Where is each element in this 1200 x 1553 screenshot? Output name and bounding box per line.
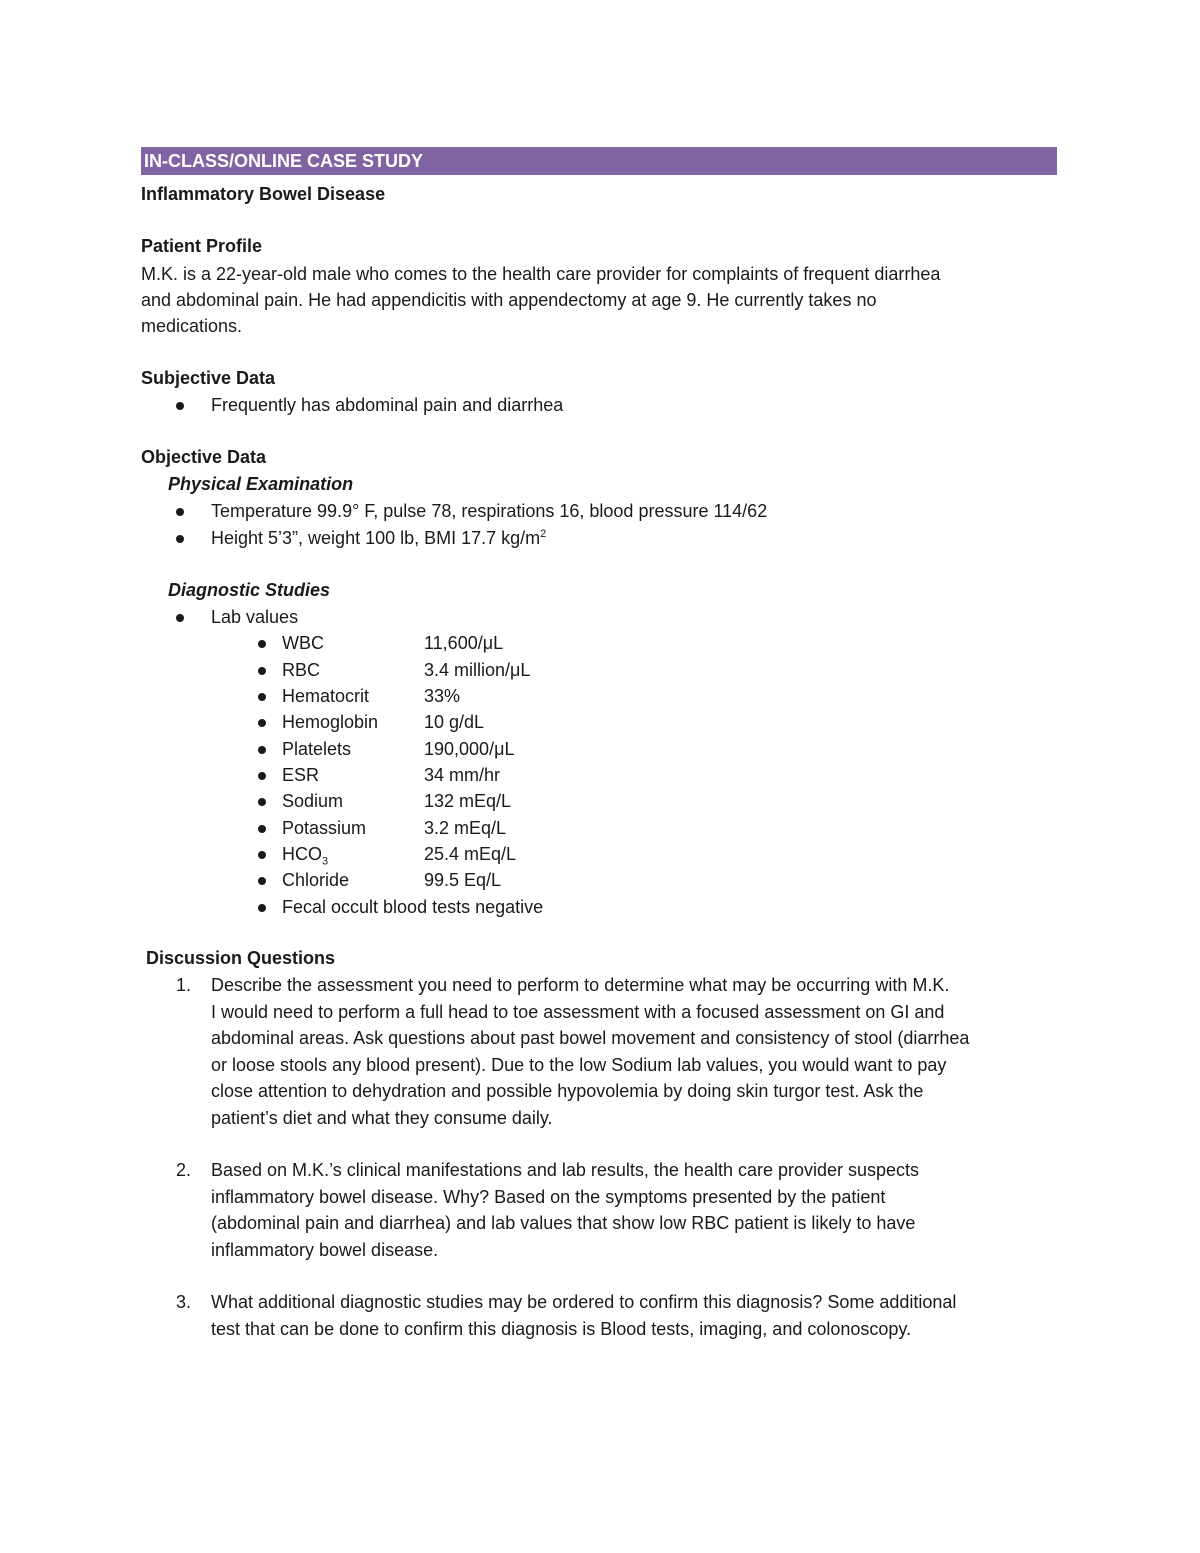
lab-value: 132 mEq/L bbox=[424, 791, 512, 811]
lab-name: ESR bbox=[282, 765, 320, 785]
patient-profile-line: and abdominal pain. He had appendicitis with appendectomy at age 9. He currently takes no bbox=[141, 290, 877, 310]
lab-name: Chloride bbox=[282, 870, 350, 890]
patient-profile-heading: Patient Profile bbox=[141, 236, 263, 256]
lab-name: Sodium bbox=[282, 791, 344, 811]
lab-value: 10 g/dL bbox=[424, 712, 485, 732]
bullet-icon bbox=[176, 535, 184, 543]
document-title: Inflammatory Bowel Disease bbox=[141, 184, 386, 204]
physical-exam-heading: Physical Examination bbox=[168, 474, 354, 494]
answer-line: close attention to dehydration and possible hypovolemia by doing skin turgor test. Ask the bbox=[211, 1081, 924, 1101]
lab-value: 99.5 Eq/L bbox=[424, 870, 502, 890]
physical-exam-item bbox=[211, 525, 546, 551]
diagnostic-studies-heading: Diagnostic Studies bbox=[168, 580, 331, 600]
answer-line: patient’s diet and what they consume daily. bbox=[211, 1108, 553, 1128]
subjective-heading: Subjective Data bbox=[141, 368, 276, 388]
hco-subscript: 3 bbox=[322, 855, 329, 868]
bmi-superscript: 2 bbox=[540, 528, 547, 540]
bullet-icon bbox=[258, 825, 266, 833]
bullet-icon bbox=[176, 402, 184, 410]
answer-line: test that can be done to confirm this diagnosis is Blood tests, imaging, and colonoscopy. bbox=[211, 1319, 912, 1339]
hco-text: HCO bbox=[282, 844, 322, 864]
bmi-text: Height 5’3”, weight 100 lb, BMI 17.7 kg/m bbox=[211, 528, 541, 548]
bullet-icon bbox=[258, 798, 266, 806]
bullet-icon bbox=[258, 746, 266, 754]
lab-value: 190,000/μL bbox=[424, 739, 515, 759]
bullet-icon bbox=[258, 772, 266, 780]
physical-exam-item: Temperature 99.9° F, pulse 78, respirations 16, blood pressure 114/62 bbox=[211, 501, 768, 521]
bullet-icon bbox=[258, 719, 266, 727]
bullet-icon bbox=[258, 640, 266, 648]
lab-value: 11,600/μL bbox=[424, 633, 504, 653]
question-number: 1. bbox=[176, 975, 192, 995]
question-line: Based on M.K.’s clinical manifestations and lab results, the health care provider suspects bbox=[211, 1160, 920, 1180]
bullet-icon bbox=[258, 904, 266, 912]
answer-line: abdominal areas. Ask questions about past bowel movement and consistency of stool (diarrhea bbox=[211, 1028, 970, 1048]
answer-line: or loose stools any blood present). Due to the low Sodium lab values, you would want to pay bbox=[211, 1055, 947, 1075]
lab-name: RBC bbox=[282, 660, 321, 680]
bullet-icon bbox=[258, 877, 266, 885]
answer-line: (abdominal pain and diarrhea) and lab values that show low RBC patient is likely to have bbox=[211, 1213, 916, 1233]
subjective-item: Frequently has abdominal pain and diarrhea bbox=[211, 395, 564, 415]
lab-name bbox=[282, 841, 328, 867]
question-line: Describe the assessment you need to perform to determine what may be occurring with M.K. bbox=[211, 975, 950, 995]
lab-value: 3.2 mEq/L bbox=[424, 818, 507, 838]
bullet-icon bbox=[176, 508, 184, 516]
objective-heading: Objective Data bbox=[141, 447, 267, 467]
discussion-heading: Discussion Questions bbox=[146, 948, 336, 968]
question-line: What additional diagnostic studies may be ordered to confirm this diagnosis? Some additional bbox=[211, 1292, 957, 1312]
answer-line: inflammatory bowel disease. bbox=[211, 1240, 439, 1260]
question-number: 3. bbox=[176, 1292, 192, 1312]
bullet-icon bbox=[176, 614, 184, 622]
lab-name: WBC bbox=[282, 633, 324, 653]
lab-name: Hematocrit bbox=[282, 686, 370, 706]
answer-line: I would need to perform a full head to toe assessment with a focused assessment on GI and bbox=[211, 1002, 945, 1022]
lab-value: 33% bbox=[424, 686, 461, 706]
lab-value: 34 mm/hr bbox=[424, 765, 501, 785]
bullet-icon bbox=[258, 851, 266, 859]
lab-name: Platelets bbox=[282, 739, 352, 759]
bullet-icon bbox=[258, 667, 266, 675]
lab-name: Hemoglobin bbox=[282, 712, 379, 732]
lab-values-label: Lab values bbox=[211, 607, 299, 627]
bullet-icon bbox=[258, 693, 266, 701]
patient-profile-line: M.K. is a 22-year-old male who comes to the health care provider for complaints of frequent diarrhea bbox=[141, 264, 941, 284]
lab-value: 3.4 million/μL bbox=[424, 660, 531, 680]
patient-profile-line: medications. bbox=[141, 316, 243, 336]
question-number: 2. bbox=[176, 1160, 192, 1180]
case-study-banner: IN-CLASS/ONLINE CASE STUDY bbox=[141, 147, 1057, 175]
lab-name: Potassium bbox=[282, 818, 367, 838]
fecal-occult-item: Fecal occult blood tests negative bbox=[282, 897, 544, 917]
question-line: inflammatory bowel disease. Why? Based on the symptoms presented by the patient bbox=[211, 1187, 886, 1207]
lab-value: 25.4 mEq/L bbox=[424, 844, 517, 864]
